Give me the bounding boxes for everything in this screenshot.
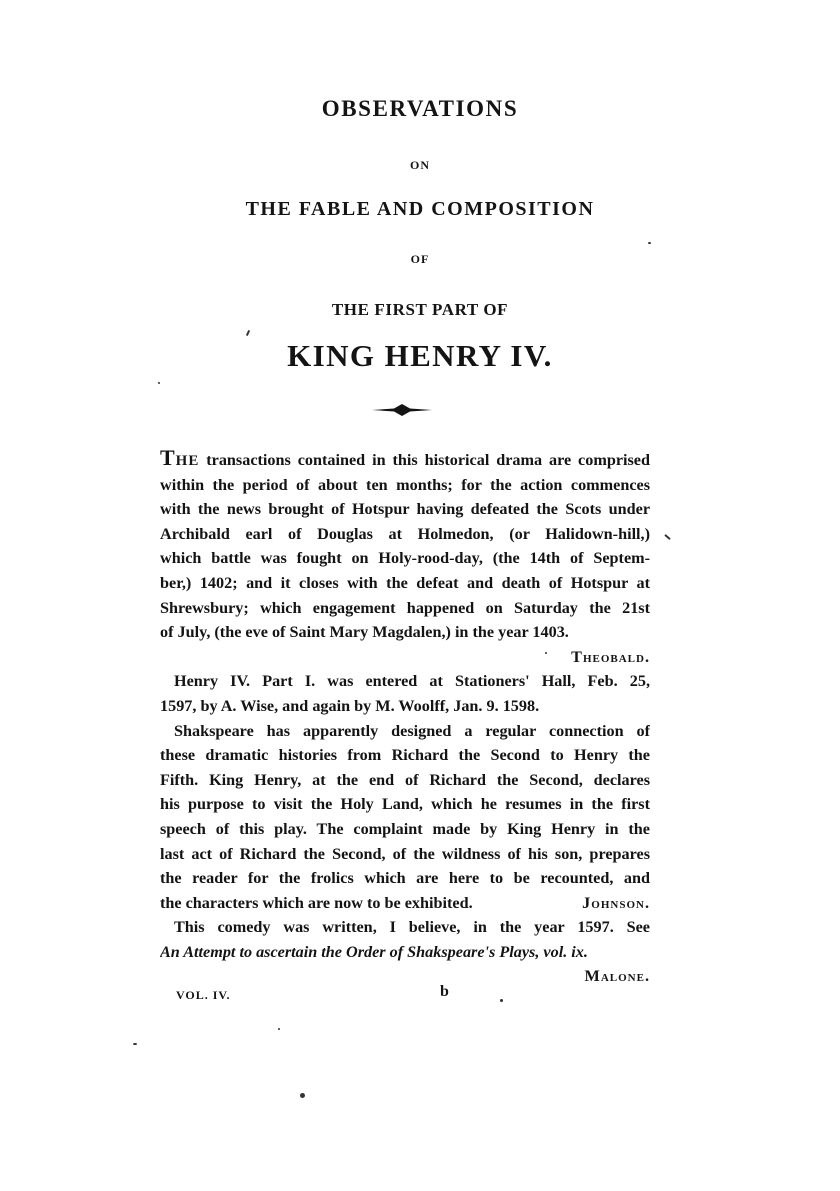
attribution-johnson: Johnson. bbox=[582, 893, 650, 912]
text-line: of July, (the eve of Saint Mary Magdalen,) in the year 1403. bbox=[160, 623, 569, 642]
text-line: speech of this play. The complaint made by King Henry in the bbox=[160, 819, 650, 838]
text-line: the reader for the frolics which are here to be recounted, and bbox=[160, 869, 650, 888]
signature-mark: b bbox=[440, 983, 449, 1000]
text-line: these dramatic histories from Richard the Second to Henry the bbox=[160, 746, 650, 765]
title-part: THE FIRST PART OF bbox=[331, 300, 509, 319]
text-line: Fifth. King Henry, at the end of Richard the Second, declares bbox=[160, 770, 650, 789]
ink-speck bbox=[246, 330, 250, 336]
play-title: KING HENRY IV. bbox=[287, 338, 553, 373]
volume-label: VOL. IV. bbox=[176, 988, 231, 1002]
ornament-rule-icon bbox=[372, 403, 432, 417]
text-line: Henry IV. Part I. was entered at Stationers' Hall, Feb. 25, bbox=[174, 672, 650, 691]
ink-speck bbox=[545, 652, 547, 654]
attribution-malone: Malone. bbox=[584, 967, 650, 986]
title-of: OF bbox=[410, 252, 430, 266]
text-line: 1597, by A. Wise, and again by M. Woolff, Jan. 9. 1598. bbox=[160, 696, 540, 715]
text-line: with the news brought of Hotspur having defeated the Scots under bbox=[160, 500, 650, 519]
text-line: The transactions contained in this historical drama are comprised bbox=[160, 446, 650, 470]
text-line: Shakspeare has apparently designed a regular connection of bbox=[174, 721, 650, 740]
text-line-end: the characters which are now to be exhibited. bbox=[160, 893, 473, 912]
ink-speck bbox=[278, 1028, 280, 1030]
ink-speck bbox=[158, 382, 160, 384]
ink-speck bbox=[664, 534, 671, 540]
dropcap-word: The bbox=[160, 446, 200, 470]
text-line: Shrewsbury; which engagement happened on Saturday the 21st bbox=[160, 598, 650, 617]
text-line: which battle was fought on Holy-rood-day, (the 14th of Septem- bbox=[160, 549, 650, 568]
text-line bbox=[160, 891, 650, 916]
title-on: ON bbox=[410, 158, 430, 172]
ink-speck bbox=[648, 242, 651, 244]
ink-speck bbox=[133, 1043, 137, 1045]
page-title: OBSERVATIONS bbox=[321, 96, 519, 121]
text-line: Archibald earl of Douglas at Holmedon, (or Halidown-hill,) bbox=[160, 524, 650, 543]
text-line: This comedy was written, I believe, in the year 1597. See bbox=[174, 918, 650, 937]
text-line: ber,) 1402; and it closes with the defeat and death of Hotspur at bbox=[160, 573, 650, 592]
text-line-italic: An Attempt to ascertain the Order of Shakspeare's Plays, vol. ix. bbox=[160, 942, 588, 961]
text-line: last act of Richard the Second, of the wildness of his son, prepares bbox=[160, 844, 650, 863]
text-line: within the period of about ten months; for the action commences bbox=[160, 475, 650, 494]
page-subtitle: THE FABLE AND COMPOSITION bbox=[245, 198, 595, 220]
ink-speck bbox=[300, 1093, 305, 1098]
body-text bbox=[160, 446, 650, 989]
attribution-theobald: Theobald. bbox=[571, 647, 650, 666]
ink-speck bbox=[500, 999, 503, 1002]
text-line: his purpose to visit the Holy Land, which he resumes in the first bbox=[160, 795, 650, 814]
